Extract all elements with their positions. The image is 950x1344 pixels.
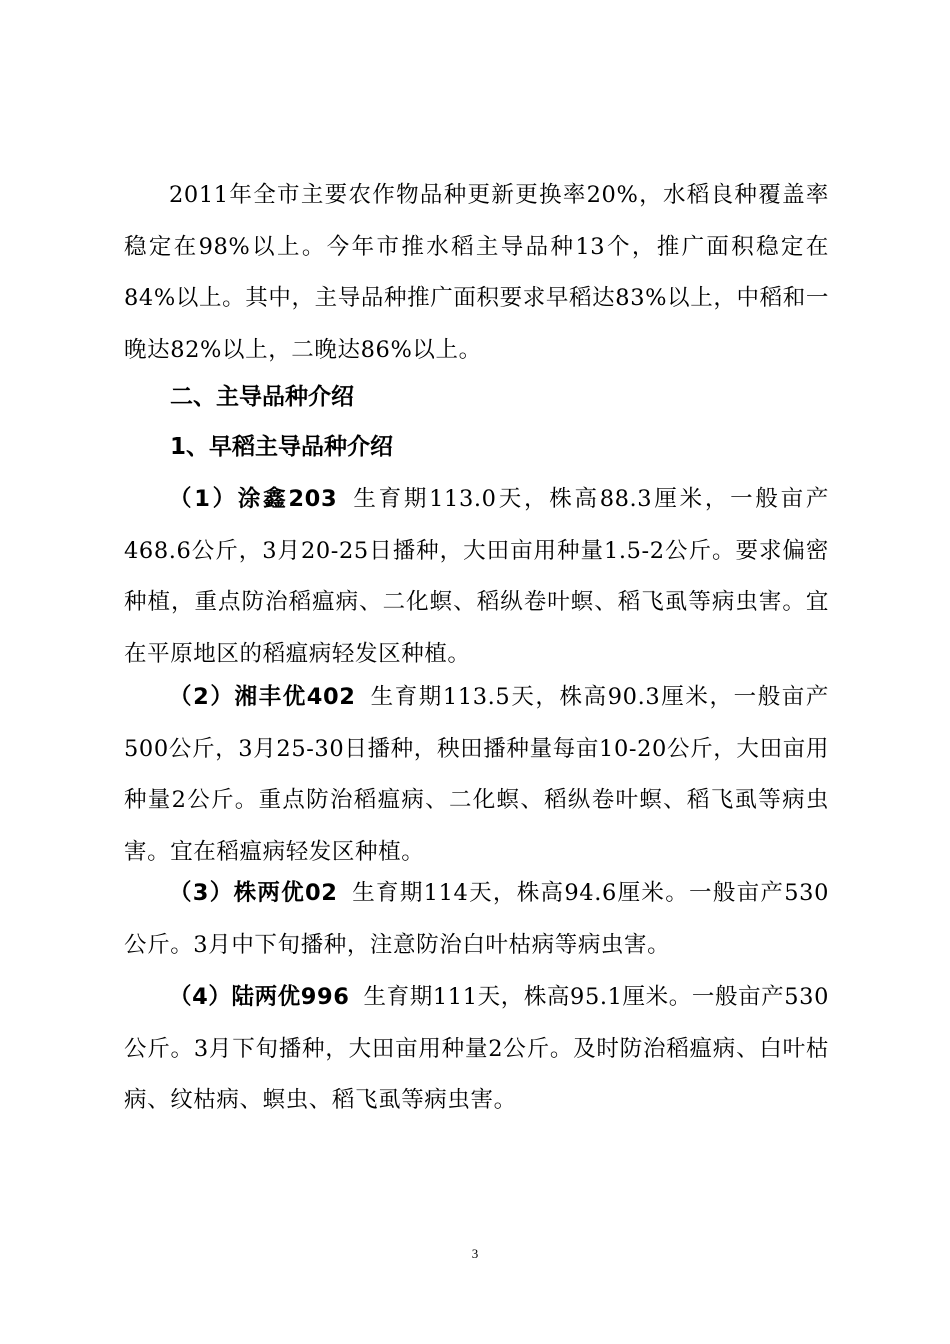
variety-paragraph-4 xyxy=(124,972,829,1127)
variety-description-2: 生育期113.5天，株高90.3厘米，一般亩产500公斤，3月25-30日播种，秧田播种量每亩10-20公斤，大田亩用种量2公斤。重点防治稻瘟病、二化螟、稻纵卷叶螟、稻飞虱等病虫害。宜在稻瘟病轻发区种植。 xyxy=(124,684,830,865)
variety-paragraph-1 xyxy=(124,474,829,680)
variety-paragraph-3 xyxy=(124,868,829,971)
variety-description-4: 生育期111天，株高95.1厘米。一般亩产530公斤。3月下旬播种，大田亩用种量2公斤。及时防治稻瘟病、白叶枯病、纹枯病、螟虫、稻飞虱等病虫害。 xyxy=(124,984,829,1113)
variety-name-1: （1）涂鑫203 xyxy=(169,486,338,512)
variety-paragraph-2 xyxy=(124,672,829,878)
variety-description-3: 生育期114天，株高94.6厘米。一般亩产530公斤。3月中下旬播种，注意防治白叶枯病等病虫害。 xyxy=(124,880,829,958)
variety-name-4: （4）陆两优996 xyxy=(169,984,350,1010)
variety-description-1: 生育期113.0天，株高88.3厘米，一般亩产468.6公斤，3月20-25日播种，大田亩用种量1.5-2公斤。要求偏密种植，重点防治稻瘟病、二化螟、稻纵卷叶螟、稻飞虱等病虫害。宜在平原地区的稻瘟病轻发区种植。 xyxy=(124,486,829,667)
section-heading: 二、主导品种介绍 xyxy=(170,384,354,410)
variety-name-2: （2）湘丰优402 xyxy=(169,684,356,710)
intro-paragraph: 2011年全市主要农作物品种更新更换率20%，水稻良种覆盖率稳定在98%以上。今年市推水稻主导品种13个，推广面积稳定在84%以上。其中，主导品种推广面积要求早稻达83%以上，中稻和一晚达82%以上，二晚达86%以上。 xyxy=(124,182,829,363)
page-number: 3 xyxy=(471,1246,479,1261)
subsection-heading: 1、早稻主导品种介绍 xyxy=(170,434,394,460)
variety-name-3: （3）株两优02 xyxy=(169,880,338,906)
